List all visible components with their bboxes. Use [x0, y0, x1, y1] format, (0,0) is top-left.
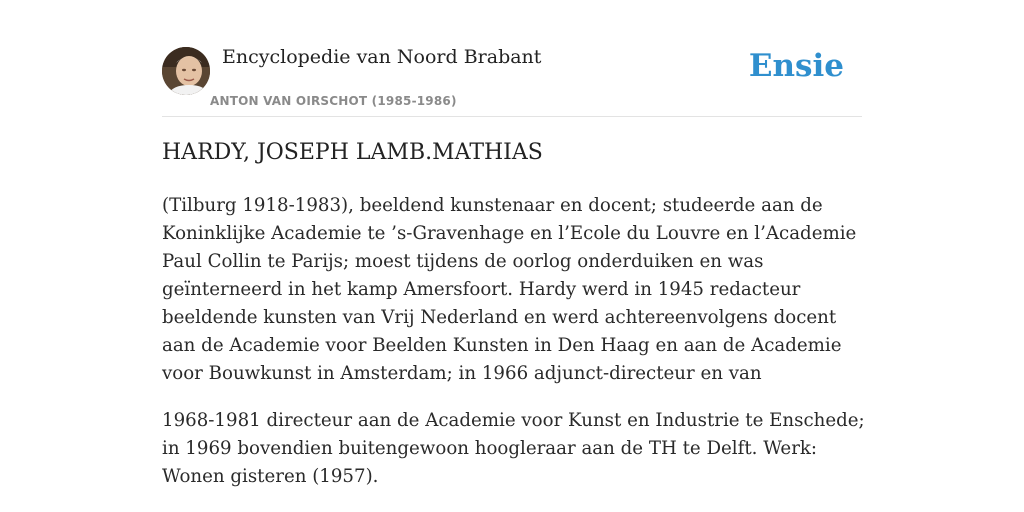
source-header [162, 44, 862, 117]
entry-paragraph: (Tilburg 1918-1983), beeldend kunstenaar en docent; studeerde aan de Koninklijke Academie te ’s-Gravenhage en l’Ecole du Louvre en l’Academie Paul Collin te Parijs; moest tijdens de oorlog onderduiken en was geïnterneerd in het kamp Amersfoort. Hardy werd in 1945 redacteur beeldende kunsten van Vrij Nederland en werd achtereenvolgens docent aan de Academie voor Beelden Kunsten in Den Haag en aan de Academie voor Bouwkunst in Amsterdam; in 1966 adjunct-directeur en van [162, 195, 857, 384]
entry-body [162, 192, 868, 510]
entry-paragraph: 1968-1981 directeur aan de Academie voor Kunst en Industrie te Enschede; in 1969 bovendien buitengewoon hoogleraar aan de TH te Delft. Werk: Wonen gisteren (1957). [162, 410, 865, 487]
author-portrait-icon [162, 47, 210, 95]
source-title[interactable]: Encyclopedie van Noord Brabant [222, 46, 542, 68]
entry-title: HARDY, JOSEPH LAMB.MATHIAS [162, 140, 543, 165]
author-avatar[interactable] [162, 47, 210, 95]
ensie-logo[interactable]: Ensie [748, 48, 844, 84]
author-name[interactable]: ANTON VAN OIRSCHOT (1985-1986) [210, 94, 457, 108]
